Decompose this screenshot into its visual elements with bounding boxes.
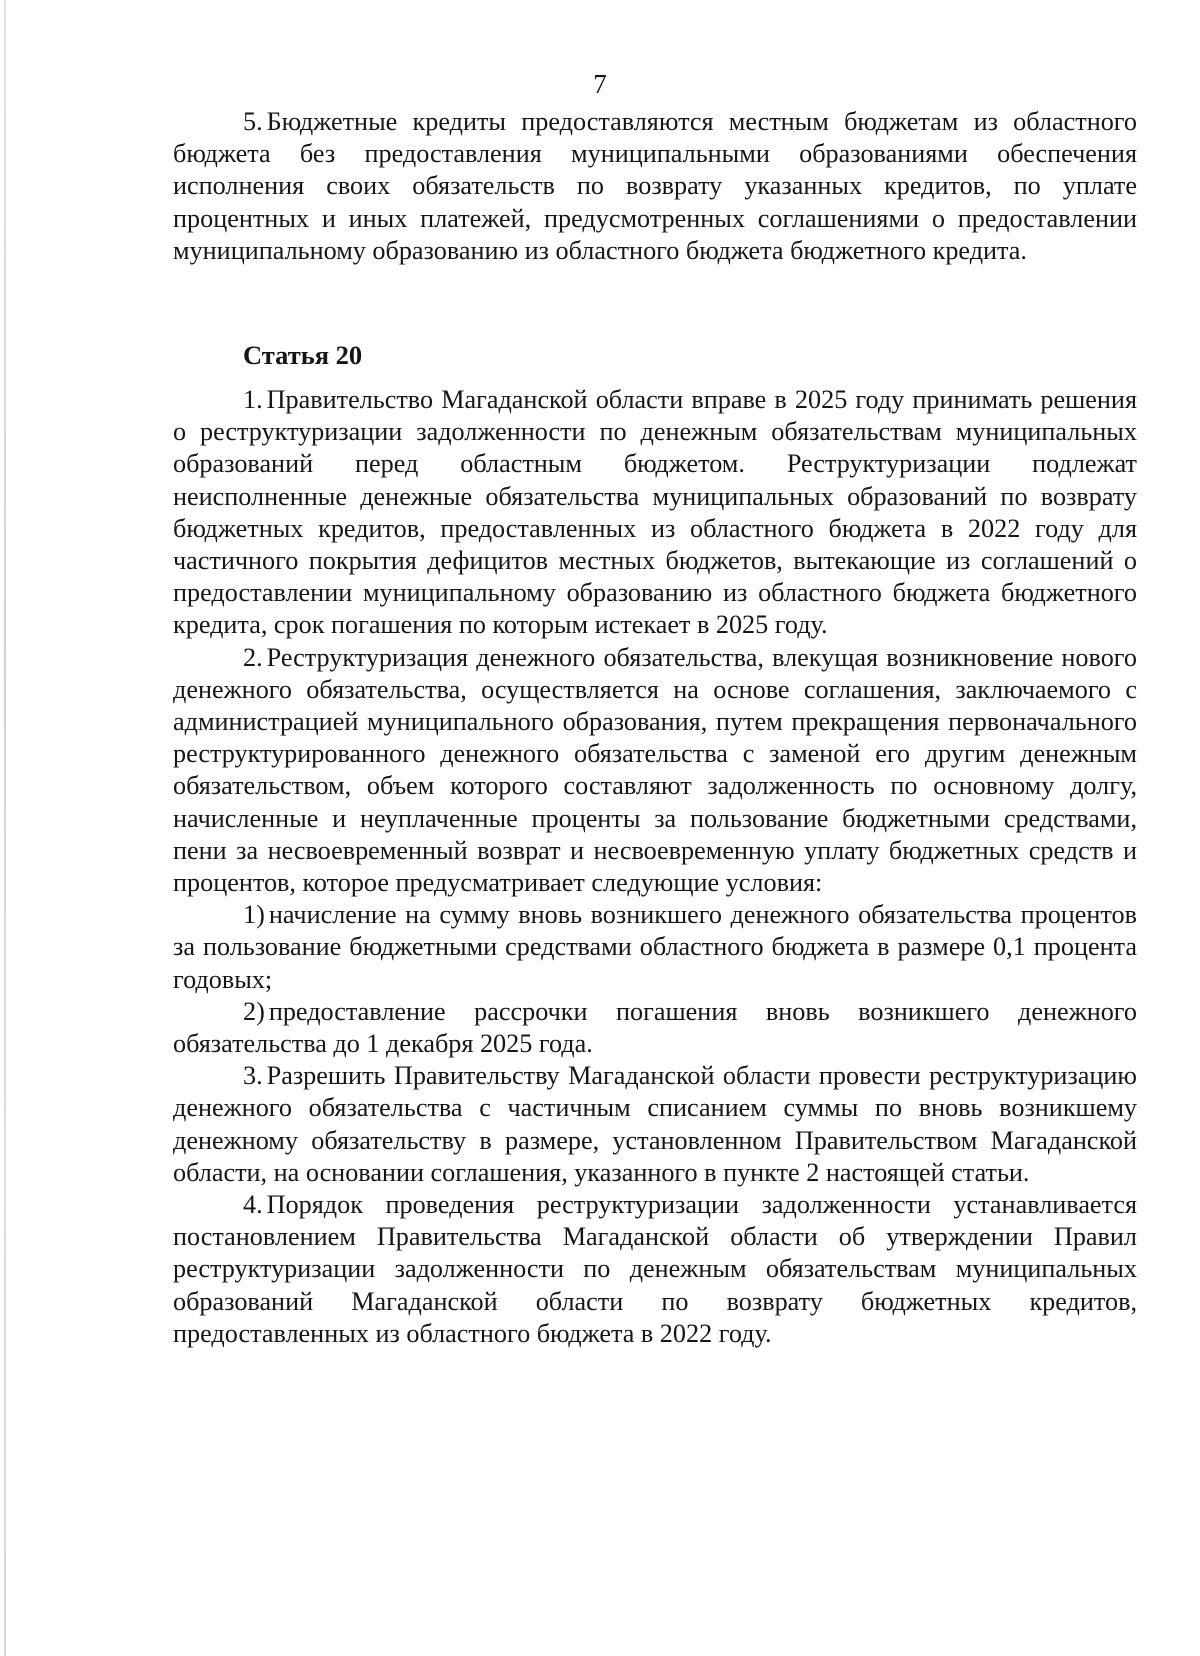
paragraph-number: 1)	[243, 900, 265, 930]
subparagraph-item-2	[173, 996, 1137, 1060]
paragraph-text: Реструктуризация денежного обязательства, влекущая возникновение нового денежного обязательства, осуществляется на основе соглашения, заключаемого с администрацией муниципального образования, путем прекращения первоначального реструктурированного денежного обязательства с заменой его другим денежным обязательством, объем которого составляют задолженность по основному долгу, начисленные и неуплаченные проценты за пользование бюджетными средствами, пени за несвоевременный возврат и несвоевременную уплату бюджетных средств и процентов, которое предусматривает следующие условия:	[173, 642, 1137, 898]
scan-edge-shadow	[4, 0, 6, 1656]
paragraph-text: предоставление рассрочки погашения вновь возникшего денежного обязательства до 1 декабря 2025 года.	[173, 996, 1137, 1059]
paragraph-text: Разрешить Правительству Магаданской области провести реструктуризацию денежного обязательства с частичным списанием суммы по вновь возникшему денежному обязательству в размере, установленном Правительством Магаданской области, на основании соглашения, указанного в пункте 2 настоящей статьи.	[173, 1061, 1137, 1187]
article-20-body	[173, 384, 1137, 1350]
article-heading: Статья 20	[243, 340, 363, 370]
paragraph-text: Бюджетные кредиты предоставляются местным бюджетам из областного бюджета без предоставления муниципальными образованиями обеспечения исполнения своих обязательств по возврату указанных кредитов, по уплате процентных и иных платежей, предусмотренных соглашениями о предоставлении муниципальному образованию из областного бюджета бюджетного кредита.	[173, 107, 1137, 265]
paragraph-number: 1.	[243, 385, 263, 414]
paragraph-number: 2)	[243, 996, 265, 1026]
section-block-1	[173, 106, 1137, 267]
paragraph-item-4	[173, 1189, 1137, 1350]
paragraph-number: 3.	[243, 1061, 263, 1091]
paragraph-text: Порядок проведения реструктуризации задолженности устанавливается постановлением Правительства Магаданской области об утверждении Правил реструктуризации задолженности по денежным обязательствам муниципальных образований Магаданской области по возврату бюджетных кредитов, предоставленных из областного бюджета в 2022 году.	[173, 1190, 1137, 1348]
paragraph-number: 5.	[243, 107, 263, 136]
page-number: 7	[593, 69, 607, 99]
paragraph-text: начисление на сумму вновь возникшего денежного обязательства процентов за пользование бюджетными средствами областного бюджета в размере 0,1 процента годовых;	[173, 900, 1137, 994]
paragraph-item-1	[173, 384, 1137, 642]
paragraph-number: 4.	[243, 1190, 263, 1220]
subparagraph-item-1	[173, 899, 1137, 996]
paragraph-number: 2.	[243, 642, 263, 672]
paragraph-text: Правительство Магаданской области вправе в 2025 году принимать решения о реструктуризации задолженности по денежным обязательствам муниципальных образований перед областным бюджетом. Реструктуризации подлежат неисполненные денежные обязательства муниципальных образований по возврату бюджетных кредитов, предоставленных из областного бюджета в 2022 году для частичного покрытия дефицитов местных бюджетов, вытекающие из соглашений о предоставлении муниципальному образованию из областного бюджета бюджетного кредита, срок погашения по которым истекает в 2025 году.	[173, 385, 1137, 640]
paragraph-item-3	[173, 1060, 1137, 1189]
paragraph-item-2	[173, 642, 1137, 900]
paragraph-item-5	[173, 106, 1137, 267]
